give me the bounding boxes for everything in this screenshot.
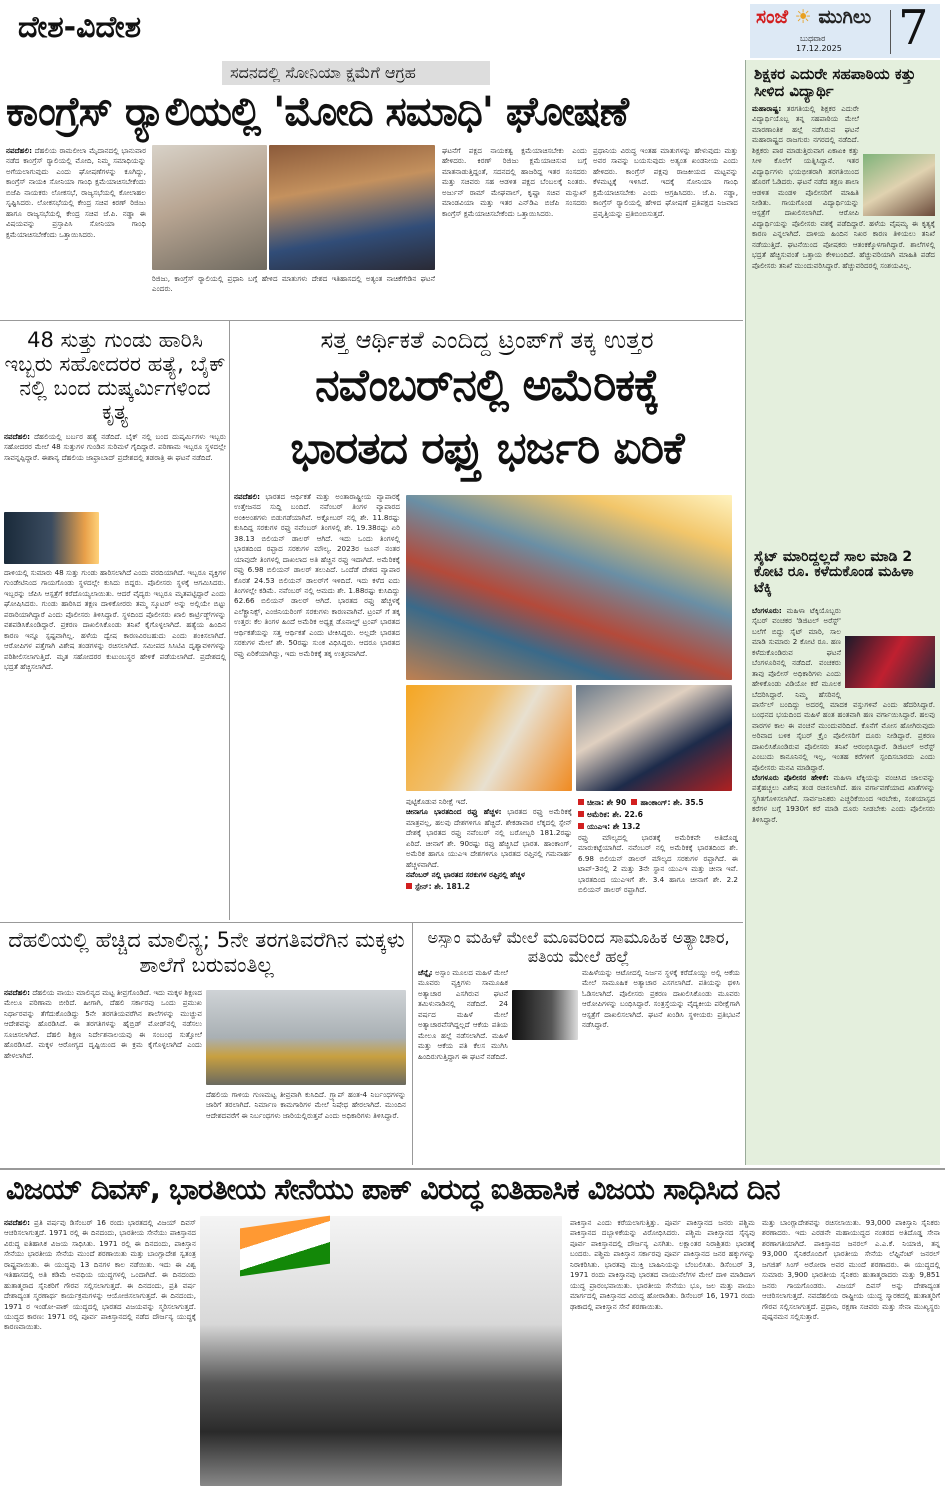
top-col2: ಘಟನೆಗೆ ಪಕ್ಷದ ನಾಯಕತ್ವ ಕ್ಷಮೆಯಾಚಿಸಬೇಕು ಎಂದು ಹೇಳಿದರು. ಕಿರಣ್ ರಿಜಿಜು ಕ್ಷಮೆಯಾಚಿಸುವ ಬಗ್ಗೆ ಮಾತನಾಡುತ್ತಿದ್ದಂತೆ, ಸದನದಲ್ಲಿ ಹಾಜರಿದ್ದ ಇತರ ಸಂಸದರು ಮತ್ತು ಸಚಿವರು ಸಹ ಆಡಳಿತ ಪಕ್ಷದ ಬೆಂಬಲಕ್ಕೆ ನಿಂತರು. ಅರ್ಜುನ್ ರಾಮ್ ಮೇಘವಾಲ್, ಕೃಷ್ಣಾ ಸಚಿವ ಮನ್ಸುಖ್ ಮಾಂಡವಿಯಾ ಮತ್ತು ಇತರ ಎನ್‌ಡಿಎ ಬಿಜೆಪಿ ಸಂಸದರು ಕಾಂಗ್ರೆಸ್ ಕ್ಷಮೆಯಾಚಿಸಬೇಕೆಂದು ಒತ್ತಾಯಿಸಿದರು. [442, 146, 587, 218]
section-title: ದೇಶ-ವಿದೇಶ [18, 10, 142, 45]
divider [412, 922, 413, 1165]
left-text1: ನವದೆಹಲಿ: ದೆಹಲಿಯಲ್ಲಿ ಬರ್ಬರ ಹತ್ಯೆ ನಡೆದಿದೆ. ಬೈಕ್ ನಲ್ಲಿ ಬಂದ ದುಷ್ಕರ್ಮಿಗಳು ಇಬ್ಬರು ಸಹೋದರರ ಮೇಲೆ 48 ಸುತ್ತುಗಳ ಗುಂಡಿನ ಸುರಿಮಳೆ ಗೈದಿದ್ದಾರೆ. ಪರಿಣಾಮ ಇಬ್ಬರೂ ಸ್ಥಳದಲ್ಲೇ ಸಾವನ್ನಪ್ಪಿದ್ದಾರೆ. ಈಶಾನ್ಯ ದೆಹಲಿಯ ಜಾಫ್ರಾಬಾದ್ ಪ್ರದೇಶದಲ್ಲಿ ತಡರಾತ್ರಿ ಈ ಘಟನೆ ನಡೆದಿದೆ. [4, 432, 226, 462]
trump-photo [576, 685, 732, 791]
divider [0, 320, 743, 321]
weekday: ಬುಧವಾರ [800, 34, 826, 43]
assam-text: ಚೆನ್ನೈ: ಅಸ್ಸಾಂ ಮೂಲದ ಮಹಿಳೆ ಮೇಲೆ ಮೂವರು ವ್ಯಕ್ತಿಗಳು ಸಾಮೂಹಿಕ ಅತ್ಯಾಚಾರ ಎಸಗಿರುವ ಘಟನೆ ತಮಿಳುನಾಡಿನಲ್ಲಿ ನಡೆದಿದೆ. 24 ವರ್ಷದ ಮಹಿಳೆ ಮೇಲೆ ಅತ್ಯಾಚಾರವೆಸಗಿದ್ದಲ್ಲದೆ ಆಕೆಯ ಪತಿಯ ಮೇಲೂ ಹಲ್ಲೆ ನಡೆಸಲಾಗಿದೆ. ಮಹಿಳೆ ಮತ್ತು ಆಕೆಯ ಪತಿ ಕೆಲಸ ಮುಗಿಸಿ ಹಿಂದಿರುಗುತ್ತಿದ್ದಾಗ ಈ ಘಟನೆ ನಡೆದಿದೆ. [418, 968, 578, 1163]
stat-spain: ಸ್ಪೇನ್: ಶೇ. 181.2 [406, 881, 572, 893]
stat-china-hongkong: ಚೀನಾ: ಶೇ 90 ಹಾಂಕಾಂಗ್: ಶೇ. 35.5 [578, 797, 738, 809]
sidebar-story1-headline: ಶಿಕ್ಷಕರ ಎದುರೇ ಸಹಪಾಠಿಯ ಕತ್ತು ಸೀಳಿದ ವಿದ್ಯಾರ್ಥಿ [754, 65, 916, 100]
bottom-col3: ಮತ್ತು ಬಾಂಗ್ಲಾದೇಶವನ್ನು ರಚಿಸಲಾಯಿತು. 93,000 ಪಾಕಿಸ್ತಾನಿ ಸೈನಿಕರು ಶರಣಾದರು. ಇದು ಎರಡನೇ ಮಹಾಯುದ್ಧದ ನಂತರದ ಅತಿದೊಡ್ಡ ಸೇನಾ ಶರಣಾಗತಿಯಾಗಿದೆ. ಪಾಕಿಸ್ತಾನದ ಜನರಲ್ ಎ.ಎ.ಕೆ. ನಿಯಾಜಿ, ತನ್ನ 93,000 ಸೈನಿಕರೊಂದಿಗೆ ಭಾರತೀಯ ಸೇನೆಯ ಲೆಫ್ಟಿನೆಂಟ್ ಜನರಲ್ ಜಗಜಿತ್ ಸಿಂಗ್ ಅರೋರಾ ಅವರ ಮುಂದೆ ಶರಣಾದರು. ಈ ಯುದ್ಧದಲ್ಲಿ ಸುಮಾರು 3,900 ಭಾರತೀಯ ಸೈನಿಕರು ಹುತಾತ್ಮರಾದರು ಮತ್ತು 9,851 ಜನರು ಗಾಯಗೊಂಡರು. ವಿಜಯ್ ದಿವಸ್ ಅನ್ನು ದೇಶಾದ್ಯಂತ ಆಚರಿಸಲಾಗುತ್ತದೆ. ನವದೆಹಲಿಯ ರಾಷ್ಟ್ರೀಯ ಯುದ್ಧ ಸ್ಮಾರಕದಲ್ಲಿ ಹುತಾತ್ಮರಿಗೆ ಗೌರವ ಸಲ್ಲಿಸಲಾಗುತ್ತದೆ. ಪ್ರಧಾನಿ, ರಕ್ಷಣಾ ಸಚಿವರು ಮತ್ತು ಸೇನಾ ಮುಖ್ಯಸ್ಥರು ಪುಷ್ಪನಮನ ಸಲ್ಲಿಸುತ್ತಾರೆ. [762, 1218, 940, 1321]
sidebar-story2-headline: ಸೈಟ್ ಮಾರಿದ್ದಲ್ಲದೆ ಸಾಲ ಮಾಡಿ 2 ಕೋಟಿ ರೂ. ಕಳೆದುಕೊಂಡ ಮಹಿಳಾ ಟೆಕ್ಕಿ [754, 549, 914, 596]
center-headline-2: ಭಾರತದ ರಫ್ತು ಭರ್ಜರಿ ಏರಿಕೆ [290, 423, 684, 474]
sidebar-story1-text: ಮಹಾರಾಷ್ಟ್ರ: ತರಗತಿಯಲ್ಲಿ ಶಿಕ್ಷಕರ ಎದುರೇ ವಿದ್ಯಾರ್ಥಿಯೊಬ್ಬ ತನ್ನ ಸಹಪಾಠಿಯ ಮೇಲೆ ಮಾರಣಾಂತಿಕ ಹಲ್ಲೆ ನಡೆಸಿರುವ ಘಟನೆ ಮಹಾರಾಷ್ಟ್ರದ ರಾಜಗುರು ನಗರದಲ್ಲಿ ನಡೆದಿದೆ. ಶಿಕ್ಷಕರು ಪಾಠ ಮಾಡುತ್ತಿರುವಾಗ ಏಕಾಏಕಿ ಕತ್ತು ಸೀಳಿ ಕೊಲೆಗೆ ಯತ್ನಿಸಿದ್ದಾನೆ. ಇತರ ವಿದ್ಯಾರ್ಥಿಗಳು ಭಯಭೀತರಾಗಿ ತರಗತಿಯಿಂದ ಹೊರಗೆ ಓಡಿದರು. ಘಟನೆ ನಡೆದ ತಕ್ಷಣ ಶಾಲಾ ಆಡಳಿತ ಮಂಡಳಿ ಪೊಲೀಸರಿಗೆ ಮಾಹಿತಿ ನೀಡಿತು. ಗಾಯಗೊಂಡ ವಿದ್ಯಾರ್ಥಿಯನ್ನು ಆಸ್ಪತ್ರೆಗೆ ದಾಖಲಿಸಲಾಗಿದೆ. ಆರೋಪಿ ವಿದ್ಯಾರ್ಥಿಯನ್ನು ಪೊಲೀಸರು ವಶಕ್ಕೆ ಪಡೆದಿದ್ದಾರೆ. ಹಳೆಯ ವೈಷಮ್ಯ ಈ ಕೃತ್ಯಕ್ಕೆ ಕಾರಣ ಎನ್ನಲಾಗಿದೆ. ದಾಳಿಯ ಹಿಂದಿನ ನಿಖರ ಕಾರಣ ತಿಳಿಯಲು ತನಿಖೆ ನಡೆಯುತ್ತಿದೆ. ಘಟನೆಯಿಂದ ಪೋಷಕರು ಆತಂಕಕ್ಕೊಳಗಾಗಿದ್ದಾರೆ. ಶಾಲೆಗಳಲ್ಲಿ ಭದ್ರತೆ ಹೆಚ್ಚಿಸುವಂತೆ ಒತ್ತಾಯ ಕೇಳಿಬಂದಿದೆ. ಹೆಚ್ಚುವರಿಯಾಗಿ ಮಾಹಿತಿ ಪಡೆದ ಪೊಲೀಸರು ತನಿಖೆ ಮುಂದುವರಿಸಿದ್ದಾರೆ. ಹೆಚ್ಚುವರಿದರಲ್ಲಿ ಸಂಶಯವಿಲ್ಲ. [752, 104, 935, 270]
india-flag-icon [240, 1216, 330, 1277]
stat-uae: ಯುಎಇ: ಶೇ 13.2 [578, 821, 738, 833]
top-col3: ಪ್ರಧಾನಿಯ ವಿರುದ್ಧ ಇಂತಹ ಮಾತುಗಳನ್ನು ಹೇಳುವುದು ಮತ್ತು ಅವರ ಸಾವನ್ನು ಬಯಸುವುದು ಅತ್ಯಂತ ಖಂಡನೀಯ ಎಂದು ಹೇಳಿದರು. ಕಾಂಗ್ರೆಸ್ ಪಕ್ಷವು ರಾಜಕೀಯದ ಮಟ್ಟವನ್ನು ಕೆಳಮಟ್ಟಕ್ಕೆ ಇಳಿಸಿದೆ. ಇದಕ್ಕೆ ಸೋನಿಯಾ ಗಾಂಧಿ ಕ್ಷಮೆಯಾಚಿಸಬೇಕು ಎಂದು ಆಗ್ರಹಿಸಿದರು. ಜೆ.ಪಿ. ನಡ್ಡಾ, ಕಾಂಗ್ರೆಸ್ ರ್‍ಯಾಲಿಯಲ್ಲಿ ಹೇಳಿದ ಘೋಷಣೆ ಪ್ರತಿಪಕ್ಷದ ನಿಜವಾದ ಪ್ರವೃತ್ತಿಯನ್ನು ಪ್ರತಿಬಿಂಬಿಸುತ್ತದೆ. [593, 146, 738, 218]
newspaper-logo: ಸಂಜೆ ☀ ಮುಗಿಲು [756, 6, 872, 28]
issue-date: 17.12.2025 [796, 44, 842, 53]
divider [0, 1168, 945, 1170]
divider [0, 922, 743, 923]
top-kicker: ಸದನದಲ್ಲಿ ಸೋನಿಯಾ ಕ್ಷಮೆಗೆ ಆಗ್ರಹ [222, 61, 490, 85]
delhi-headline: ದೆಹಲಿಯಲ್ಲಿ ಹೆಚ್ಚಿದ ಮಾಲಿನ್ಯ; 5ನೇ ತರಗತಿವರೆಗಿನ ಮಕ್ಕಳು ಶಾಲೆಗೆ ಬರುವಂತಿಲ್ಲ [8, 928, 405, 978]
assam-text2: ಮಹಿಳೆಯನ್ನು ಆಟೋದಲ್ಲಿ ನಿರ್ಜನ ಸ್ಥಳಕ್ಕೆ ಕರೆದೊಯ್ದು ಅಲ್ಲಿ ಆಕೆಯ ಮೇಲೆ ಸಾಮೂಹಿಕ ಅತ್ಯಾಚಾರ ಎಸಗಲಾಗಿದೆ. ಪತಿಯನ್ನು ಥಳಿಸಿ ಓಡಿಸಲಾಗಿದೆ. ಪೊಲೀಸರು ಪ್ರಕರಣ ದಾಖಲಿಸಿಕೊಂಡು ಮೂವರು ಆರೋಪಿಗಳನ್ನು ಬಂಧಿಸಿದ್ದಾರೆ. ಸಂತ್ರಸ್ತೆಯನ್ನು ವೈದ್ಯಕೀಯ ಪರೀಕ್ಷೆಗಾಗಿ ಆಸ್ಪತ್ರೆಗೆ ದಾಖಲಿಸಲಾಗಿದೆ. ಘಟನೆ ಖಂಡಿಸಿ ಸ್ಥಳೀಯರು ಪ್ರತಿಭಟನೆ ನಡೆಸಿದ್ದಾರೆ. [582, 968, 740, 1030]
assault-silhouette-photo [512, 990, 578, 1040]
left-text2: ದಾಳಿಯಲ್ಲಿ ಸುಮಾರು 48 ಸುತ್ತು ಗುಂಡು ಹಾರಿಸಲಾಗಿದೆ ಎಂದು ವರದಿಯಾಗಿದೆ. ಇಬ್ಬರೂ ವ್ಯಕ್ತಿಗಳ ಗುಂಡೇಟಿನಿಂದ ಗಾಯಗೊಂಡು ಸ್ಥಳದಲ್ಲೇ ಕುಸಿದು ಬಿದ್ದರು. ಪೊಲೀಸರು ಸ್ಥಳಕ್ಕೆ ಆಗಮಿಸಿದರು. ಇಬ್ಬರನ್ನು ಜೆಪಿಸಿ ಆಸ್ಪತ್ರೆಗೆ ಕರೆದೊಯ್ಯಲಾಯಿತು. ಆದರೆ ವೈದ್ಯರು ಇಬ್ಬರೂ ಮೃತಪಟ್ಟಿದ್ದಾರೆ ಎಂದು ಘೋಷಿಸಿದರು. ಗುಂಡು ಹಾರಿಸಿದ ತಕ್ಷಣ ದಾಳಿಕೋರರು ತಮ್ಮ ಸ್ಕೂಟರ್ ಅನ್ನು ಅಲ್ಲಿಯೇ ಬಿಟ್ಟು ಪರಾರಿಯಾಗಿದ್ದಾರೆ ಎಂದು ಪೊಲೀಸರು ತಿಳಿಸಿದ್ದಾರೆ. ಸ್ಥಳದಿಂದ ಪೊಲೀಸರು ಖಾಲಿ ಕಾರ್ಟ್ರಿಡ್ಜ್‌ಗಳನ್ನು ವಶಪಡಿಸಿಕೊಂಡಿದ್ದಾರೆ. ಪ್ರಕರಣ ದಾಖಲಿಸಿಕೊಂಡು ತನಿಖೆ ಕೈಗೊಳ್ಳಲಾಗಿದೆ. ಹತ್ಯೆಯ ಹಿಂದಿನ ಕಾರಣ ಇನ್ನೂ ಸ್ಪಷ್ಟವಾಗಿಲ್ಲ. ಹಳೆಯ ದ್ವೇಷ ಕಾರಣವಿರಬಹುದು ಎಂದು ಶಂಕಿಸಲಾಗಿದೆ. ಆರೋಪಿಗಳ ಪತ್ತೆಗಾಗಿ ವಿಶೇಷ ತಂಡಗಳನ್ನು ರಚಿಸಲಾಗಿದೆ. ಸಮೀಪದ ಸಿಸಿಟಿವಿ ದೃಶ್ಯಾವಳಿಗಳನ್ನು ಪರಿಶೀಲಿಸಲಾಗುತ್ತಿದೆ. ಮೃತ ಸಹೋದರರ ಕುಟುಂಬಸ್ಥರ ಹೇಳಿಕೆ ಪಡೆಯಲಾಗಿದೆ. ಪ್ರದೇಶದಲ್ಲಿ ಭದ್ರತೆ ಹೆಚ್ಚಿಸಲಾಗಿದೆ. [4, 568, 226, 671]
left-headline: 48 ಸುತ್ತು ಗುಂಡು ಹಾರಿಸಿ ಇಬ್ಬರು ಸಹೋದರರ ಹತ್ಯೆ, ಬೈಕ್ ನಲ್ಲಿ ಬಂದ ದುಷ್ಕರ್ಮಿಗಳಿಂದ ಕೃತ್ಯ [4, 328, 226, 425]
sun-icon: ☀ [794, 6, 812, 28]
masthead [750, 0, 940, 58]
divider [890, 10, 891, 54]
port-containers-photo [406, 495, 732, 680]
center-text3: ರಫ್ತು ಮೌಲ್ಯದಲ್ಲಿ ಭಾರತಕ್ಕೆ ಅಮೆರಿಕವೇ ಅತಿದೊಡ್ಡ ಮಾರುಕಟ್ಟೆಯಾಗಿದೆ. ನವೆಂಬರ್ ನಲ್ಲಿ ಅಮೆರಿಕಕ್ಕೆ ಭಾರತದಿಂದ ಶೇ. 6.98 ಬಿಲಿಯನ್ ಡಾಲರ್ ಮೌಲ್ಯದ ಸರಕುಗಳ ರಫ್ತಾಗಿದೆ. ಈ ಟಾಪ್-3ನಲ್ಲಿ 2 ಮತ್ತು 3ನೇ ಸ್ಥಾನ ಯುಎಇ ಮತ್ತು ಚೀನಾ ಇವೆ. ಭಾರತದಿಂದ ಯುಎಇಗೆ ಶೇ. 3.4 ಹಾಗೂ ಚೀನಾಗೆ ಶೇ. 2.2 ಬಿಲಿಯನ್ ಡಾಲರ್ ರಫ್ತಾಗಿದೆ. [578, 833, 738, 895]
parliament-photo [269, 145, 435, 270]
top-col1: ನವದೆಹಲಿ: ದೆಹಲಿಯ ರಾಮಲೀಲಾ ಮೈದಾನದಲ್ಲಿ ಭಾನುವಾರ ನಡೆದ ಕಾಂಗ್ರೆಸ್ ರ್‍ಯಾಲಿಯಲ್ಲಿ ಮೋದಿ, ನಿಮ್ಮ ಸಮಾಧಿಯನ್ನು ಅಗೆಯಲಾಗುವುದು ಎಂದು ಘೋಷಣೆಗಳನ್ನು ಕೂಗಿದ್ದು, ಕಾಂಗ್ರೆಸ್ ನಾಯಕಿ ಸೋನಿಯಾ ಗಾಂಧಿ ಕ್ಷಮೆಯಾಚಿಸಬೇಕೆಂದು ಬಿಜೆಪಿ ನಾಯಕರು ಲೋಕಸಭೆ, ರಾಜ್ಯಸಭೆಯಲ್ಲಿ ಕೋಲಾಹಲ ಸೃಷ್ಟಿಸಿದರು. ಲೋಕಸಭೆಯಲ್ಲಿ ಕೇಂದ್ರ ಸಚಿವ ಕಿರಣ್ ರಿಜಿಜು ಹಾಗೂ ರಾಜ್ಯಸಭೆಯಲ್ಲಿ ಕೇಂದ್ರ ಸಚಿವ ಜೆ.ಪಿ. ನಡ್ಡಾ ಈ ವಿಷಯವನ್ನು ಪ್ರಸ್ತಾಪಿಸಿ ಸೋನಿಯಾ ಗಾಂಧಿ ಕ್ಷಮೆಯಾಚಿಸಬೇಕೆಂದು ಒತ್ತಾಯಿಸಿದರು. [6, 146, 146, 239]
delhi-text: ನವದೆಹಲಿ: ದೆಹಲಿಯ ವಾಯು ಮಾಲಿನ್ಯದ ಮಟ್ಟ ತೀವ್ರಗೊಂಡಿದೆ. ಇದು ಮಕ್ಕಳ ಶಿಕ್ಷಣದ ಮೇಲೂ ಪರಿಣಾಮ ಬೀರಿದೆ. ಹೀಗಾಗಿ, ದೆಹಲಿ ಸರ್ಕಾರವು ಒಂದು ಪ್ರಮುಖ ನಿರ್ಧಾರವನ್ನು ತೆಗೆದುಕೊಂಡಿದ್ದು 5ನೇ ತರಗತಿಯವರೆಗಿನ ಶಾಲೆಗಳನ್ನು ಮುಚ್ಚುವ ಆದೇಶವನ್ನು ಹೊರಡಿಸಿದೆ. ಈ ತರಗತಿಗಳನ್ನು ಹೈಬ್ರಿಡ್ ಮೋಡ್‌ನಲ್ಲಿ ನಡೆಸಲು ಸೂಚಿಸಲಾಗಿದೆ. ದೆಹಲಿ ಶಿಕ್ಷಣ ನಿರ್ದೇಶನಾಲಯವು ಈ ಸಂಬಂಧ ಸುತ್ತೋಲೆ ಹೊರಡಿಸಿದೆ. ಮಕ್ಕಳ ಆರೋಗ್ಯದ ದೃಷ್ಟಿಯಿಂದ ಈ ಕ್ರಮ ಕೈಗೊಳ್ಳಲಾಗಿದೆ ಎಂದು ಹೇಳಲಾಗಿದೆ. [4, 988, 202, 1060]
soldiers-flag-memorial-photo [200, 1216, 562, 1486]
assam-headline: ಅಸ್ಸಾಂ ಮಹಿಳೆ ಮೇಲೆ ಮೂವರಿಂದ ಸಾಮೂಹಿಕ ಅತ್ಯಾಚಾರ, ಪತಿಯ ಮೇಲೆ ಹಲ್ಲೆ [427, 928, 730, 967]
center-stats [578, 797, 738, 917]
top-headline: ಕಾಂಗ್ರೆಸ್ ರ್‍ಯಾಲಿಯಲ್ಲಿ 'ಮೋದಿ ಸಮಾಧಿ' ಘೋಷಣೆ [6, 89, 628, 135]
students-photo [863, 154, 935, 216]
divider [229, 320, 230, 920]
modi-photo [406, 685, 572, 791]
center-text2: ಪುಟ್ಟಿಕೊಡುವ ನಿರೀಕ್ಷೆ ಇದೆ. ಚೀನಾಗೂ ಭಾರತದಿಂದ ರಫ್ತು ಹೆಚ್ಚಳ: ಭಾರತದ ರಫ್ತು ಅಮೆರಿಕಕ್ಕೆ ಮಾತ್ರವಲ್ಲ, ಹಲವು ದೇಶಗಳಿಗೂ ಹೆಚ್ಚಿದೆ. ಶೇಕಡಾವಾರ ಲೆಕ್ಕದಲ್ಲಿ ಸ್ಪೇನ್ ದೇಶಕ್ಕೆ ಭಾರತದ ರಫ್ತು ನವೆಂಬರ್ ನಲ್ಲಿ ಬರೋಬ್ಬರಿ 181.2ರಷ್ಟು ಏರಿದೆ. ಚೀನಾಗೆ ಶೇ. 90ರಷ್ಟು ರಫ್ತು ಹೆಚ್ಚಿಸಿದೆ ಭಾರತ. ಹಾಂಕಾಂಗ್, ಅಮೆರಿಕ ಹಾಗೂ ಯುಎಇ ದೇಶಗಳಿಗೂ ಭಾರತದ ರಫ್ತಿನಲ್ಲಿ ಗಮನಾರ್ಹ ಹೆಚ್ಚಳವಾಗಿದೆ. ನವೆಂಬರ್ ನಲ್ಲಿ ಭಾರತದ ಸರಕುಗಳ ರಫ್ತಿನಲ್ಲಿ ಹೆಚ್ಚಳ ಸ್ಪೇನ್: ಶೇ. 181.2 [406, 797, 572, 891]
delhi-smog-traffic-photo [206, 990, 406, 1085]
gun-photo [4, 512, 99, 564]
sidebar [745, 60, 940, 1165]
bottom-col1: ನವದೆಹಲಿ: ಪ್ರತಿ ವರ್ಷವು ಡಿಸೆಂಬರ್ 16 ರಂದು ಭಾರತದಲ್ಲಿ ವಿಜಯ್ ದಿವಸ್ ಆಚರಿಸಲಾಗುತ್ತದೆ. 1971 ರಲ್ಲಿ ಈ ದಿನದಂದು, ಭಾರತೀಯ ಸೇನೆಯು ಪಾಕಿಸ್ತಾನದ ವಿರುದ್ಧ ಐತಿಹಾಸಿಕ ವಿಜಯ ಸಾಧಿಸಿತು. 1971 ರಲ್ಲಿ ಈ ದಿನದಂದು, ಪಾಕಿಸ್ತಾನ ಸೇನೆಯು ಭಾರತೀಯ ಸೇನೆಯ ಮುಂದೆ ಶರಣಾಯಿತು ಮತ್ತು ಬಾಂಗ್ಲಾದೇಶ ಸ್ವತಂತ್ರ ರಾಷ್ಟ್ರವಾಯಿತು. ಈ ಯುದ್ಧವು 13 ದಿನಗಳ ಕಾಲ ನಡೆಯಿತು. ಇದು ಈ ವಿಶ್ವ ಇತಿಹಾಸದಲ್ಲಿ ಅತಿ ಕಡಿಮೆ ಅವಧಿಯ ಯುದ್ಧಗಳಲ್ಲಿ ಒಂದಾಗಿದೆ. ಈ ದಿನದಂದು ಹುತಾತ್ಮರಾದ ಸೈನಿಕರಿಗೆ ಗೌರವ ಸಲ್ಲಿಸಲಾಗುತ್ತದೆ. ಈ ದಿನದಂದು, ಪ್ರತಿ ವರ್ಷ ದೇಶಾದ್ಯಂತ ಸ್ಮರಣಾರ್ಥ ಕಾರ್ಯಕ್ರಮಗಳನ್ನು ಆಯೋಜಿಸಲಾಗುತ್ತದೆ. ಈ ದಿನದಂದು, 1971 ರ ಇಂಡೋ-ಪಾಕ್ ಯುದ್ಧದಲ್ಲಿ ಭಾರತದ ವಿಜಯವನ್ನು ಸ್ಮರಿಸಲಾಗುತ್ತದೆ. ಯುದ್ಧದ ಕಾರಣ: 1971 ರಲ್ಲಿ ಪೂರ್ವ ಪಾಕಿಸ್ತಾನದಲ್ಲಿ ನಡೆದ ದೌರ್ಜನ್ಯ ಯುದ್ಧಕ್ಕೆ ಕಾರಣವಾಯಿತು. [4, 1218, 196, 1332]
delhi-text2: ದೆಹಲಿಯ ಗಾಳಿಯ ಗುಣಮಟ್ಟ ತೀವ್ರವಾಗಿ ಕುಸಿದಿದೆ. ಗ್ರ್ಯಾಪ್ ಹಂತ-4 ನಿರ್ಬಂಧಗಳನ್ನು ಜಾರಿಗೆ ತರಲಾಗಿದೆ. ನಿರ್ಮಾಣ ಕಾಮಗಾರಿಗಳ ಮೇಲೆ ನಿಷೇಧ ಹೇರಲಾಗಿದೆ. ಮುಂದಿನ ಆದೇಶದವರೆಗೆ ಈ ನಿರ್ಬಂಧಗಳು ಜಾರಿಯಲ್ಲಿರುತ್ತವೆ ಎಂದು ಅಧಿಕಾರಿಗಳು ತಿಳಿಸಿದ್ದಾರೆ. [206, 1090, 406, 1120]
stat-usa: ಅಮೆರಿಕ: ಶೇ. 22.6 [578, 809, 738, 821]
bottom-headline: ವಿಜಯ್ ದಿವಸ್, ಭಾರತೀಯ ಸೇನೆಯು ಪಾಕ್ ವಿರುದ್ಧ ಐತಿಹಾಸಿಕ ವಿಜಯ ಸಾಧಿಸಿದ ದಿನ [6, 1172, 780, 1206]
sonia-gandhi-photo [152, 145, 267, 270]
keyboard-photo [845, 636, 935, 688]
sidebar-story2-text: ಬೆಂಗಳೂರು: ಮಹಿಳಾ ಟೆಕ್ಕಿಯೊಬ್ಬರು ಸೈಬರ್ ವಂಚಕರ 'ಡಿಜಿಟಲ್ ಅರೆಸ್ಟ್' ಬಲೆಗೆ ಬಿದ್ದು ಸೈಟ್ ಮಾರಿ, ಸಾಲ ಮಾಡಿ ಸುಮಾರು 2 ಕೋಟಿ ರೂ. ಹಣ ಕಳೆದುಕೊಂಡಿರುವ ಘಟನೆ ಬೆಂಗಳೂರಿನಲ್ಲಿ ನಡೆದಿದೆ. ವಂಚಕರು ತಾವು ಪೊಲೀಸ್ ಅಧಿಕಾರಿಗಳು ಎಂದು ಹೇಳಿಕೊಂಡು ವಿಡಿಯೋ ಕರೆ ಮೂಲಕ ಬೆದರಿಸಿದ್ದಾರೆ. ನಿಮ್ಮ ಹೆಸರಿನಲ್ಲಿ ಪಾರ್ಸೆಲ್ ಬಂದಿದ್ದು ಅದರಲ್ಲಿ ಮಾದಕ ವಸ್ತುಗಳಿವೆ ಎಂದು ಹೆದರಿಸಿದ್ದಾರೆ. ಬಂಧನದ ಭಯದಿಂದ ಮಹಿಳೆ ಹಂತ ಹಂತವಾಗಿ ಹಣ ವರ್ಗಾಯಿಸಿದ್ದಾರೆ. ಹಲವು ವಾರಗಳ ಕಾಲ ಈ ವಂಚನೆ ಮುಂದುವರಿದಿದೆ. ಕೊನೆಗೆ ಮೋಸ ಹೋಗಿರುವುದು ಅರಿವಾದ ಬಳಿಕ ಸೈಬರ್ ಕ್ರೈಂ ಪೊಲೀಸರಿಗೆ ದೂರು ನೀಡಿದ್ದಾರೆ. ಪ್ರಕರಣ ದಾಖಲಿಸಿಕೊಂಡಿರುವ ಪೊಲೀಸರು ತನಿಖೆ ಆರಂಭಿಸಿದ್ದಾರೆ. ಡಿಜಿಟಲ್ ಅರೆಸ್ಟ್ ಎಂಬುದು ಕಾನೂನಿನಲ್ಲಿ ಇಲ್ಲ, ಇಂತಹ ಕರೆಗಳಿಗೆ ಸ್ಪಂದಿಸಬಾರದು ಎಂದು ಪೊಲೀಸರು ಮನವಿ ಮಾಡಿದ್ದಾರೆ. ಬೆಂಗಳೂರು ಪೊಲೀಸರ ಹೇಳಿಕೆ: ಮಹಿಳಾ ಟೆಕ್ಕಿಯನ್ನು ವಂಚಿಸಿದ ಜಾಲವನ್ನು ಪತ್ತೆಹಚ್ಚಲು ವಿಶೇಷ ತಂಡ ರಚಿಸಲಾಗಿದೆ. ಹಣ ವರ್ಗಾವಣೆಯಾದ ಖಾತೆಗಳನ್ನು ಸ್ಥಗಿತಗೊಳಿಸಲಾಗಿದೆ. ಸಾರ್ವಜನಿಕರು ಎಚ್ಚರಿಕೆಯಿಂದ ಇರಬೇಕು, ಸಂಶಯಾಸ್ಪದ ಕರೆಗಳ ಬಗ್ಗೆ 1930ಗೆ ಕರೆ ಮಾಡಿ ದೂರು ನೀಡಬೇಕು ಎಂದು ಪೊಲೀಸರು ತಿಳಿಸಿದ್ದಾರೆ. [752, 606, 935, 824]
top-caption: ರಿಜಿಜು, ಕಾಂಗ್ರೆಸ್ ರ್‍ಯಾಲಿಯಲ್ಲಿ ಪ್ರಧಾನಿ ಬಗ್ಗೆ ಹೇಳಿದ ಮಾತುಗಳು ದೇಶದ ಇತಿಹಾಸದಲ್ಲಿ ಅತ್ಯಂತ ನಾಚಿಕೆಗೇಡಿನ ಘಟನೆ ಎಂದರು. [152, 274, 435, 294]
center-kicker: ಸತ್ತ ಆರ್ಥಿಕತೆ ಎಂದಿದ್ದ ಟ್ರಂಪ್‌ಗೆ ತಕ್ಕ ಉತ್ತರ [320, 326, 654, 354]
bottom-col2: ಪಾಕಿಸ್ತಾನ ಎಂದು ಕರೆಯಲಾಗುತ್ತಿತ್ತು. ಪೂರ್ವ ಪಾಕಿಸ್ತಾನದ ಜನರು ಪಶ್ಚಿಮ ಪಾಕಿಸ್ತಾನದ ದಬ್ಬಾಳಿಕೆಯನ್ನು ವಿರೋಧಿಸಿದರು. ಪಶ್ಚಿಮ ಪಾಕಿಸ್ತಾನದ ಸೈನ್ಯವು ಪೂರ್ವ ಪಾಕಿಸ್ತಾನದಲ್ಲಿ ದೌರ್ಜನ್ಯ ಎಸಗಿತು. ಲಕ್ಷಾಂತರ ನಿರಾಶ್ರಿತರು ಭಾರತಕ್ಕೆ ಬಂದರು. ಪಶ್ಚಿಮ ಪಾಕಿಸ್ತಾನ ಸರ್ಕಾರವು ಪೂರ್ವ ಪಾಕಿಸ್ತಾನದ ಜನರ ಹಕ್ಕುಗಳನ್ನು ನಿರಾಕರಿಸಿತು. ಭಾರತವು ಮುಕ್ತಿ ಬಾಹಿನಿಯನ್ನು ಬೆಂಬಲಿಸಿತು. ಡಿಸೆಂಬರ್ 3, 1971 ರಂದು ಪಾಕಿಸ್ತಾನವು ಭಾರತದ ವಾಯುನೆಲೆಗಳ ಮೇಲೆ ದಾಳಿ ಮಾಡಿದಾಗ ಯುದ್ಧ ಪ್ರಾರಂಭವಾಯಿತು. ಭಾರತೀಯ ಸೇನೆಯು ಭೂ, ಜಲ ಮತ್ತು ವಾಯು ಮಾರ್ಗದಲ್ಲಿ ಪಾಕಿಸ್ತಾನದ ವಿರುದ್ಧ ಹೋರಾಡಿತು. ಡಿಸೆಂಬರ್ 16, 1971 ರಂದು ಢಾಕಾದಲ್ಲಿ ಪಾಕಿಸ್ತಾನ ಸೇನೆ ಶರಣಾಯಿತು. [570, 1218, 755, 1311]
page-number: 7 [898, 0, 929, 56]
center-headline-1: ನವೆಂಬರ್‌ನಲ್ಲಿ ಅಮೆರಿಕಕ್ಕೆ [315, 360, 659, 411]
center-text: ನವದೆಹಲಿ: ಭಾರತದ ಆರ್ಥಿಕತೆ ಮತ್ತು ಅಂತಾರಾಷ್ಟ್ರೀಯ ವ್ಯಾಪಾರಕ್ಕೆ ಉತ್ತೇಜನದ ಸುದ್ದಿ ಬಂದಿದೆ. ನವೆಂಬರ್ ತಿಂಗಳ ವ್ಯಾಪಾರದ ಅಂಕಿಅಂಶಗಳು ಬಿಡುಗಡೆಯಾಗಿವೆ. ಅಕ್ಟೋಬರ್ ನಲ್ಲಿ ಶೇ. 11.8ರಷ್ಟು ಕುಸಿದಿದ್ದ ಸರಕುಗಳ ರಫ್ತು ನವೆಂಬರ್ ತಿಂಗಳಲ್ಲಿ ಶೇ. 19.38ರಷ್ಟು ಏರಿ 38.13 ಬಿಲಿಯನ್ ಡಾಲರ್ ಆಗಿದೆ. ಇದು ಒಂದು ತಿಂಗಳಲ್ಲಿ ಭಾರತದಿಂದ ರಫ್ತಾದ ಸರಕುಗಳ ಮೌಲ್ಯ. 2023ರ ಜೂನ್ ನಂತರ ಯಾವುದೇ ತಿಂಗಳಲ್ಲಿ ದಾಖಲಾದ ಅತಿ ಹೆಚ್ಚಿನ ರಫ್ತು ಇದಾಗಿದೆ. ಅಮೆರಿಕಕ್ಕೆ ರಫ್ತು 6.98 ಬಿಲಿಯನ್ ಡಾಲರ್ ತಲುಪಿದೆ. ಒಂದೆಡೆ ದೇಶದ ವ್ಯಾಪಾರ ಕೊರತೆ 24.53 ಬಿಲಿಯನ್ ಡಾಲರ್‌ಗೆ ಇಳಿದಿದೆ. ಇದು ಕಳೆದ ಐದು ತಿಂಗಳಲ್ಲೇ ಕಡಿಮೆ. ನವೆಂಬರ್ ನಲ್ಲಿ ಆಮದು ಶೇ. 1.88ರಷ್ಟು ಕುಸಿದಿದ್ದು 62.66 ಬಿಲಿಯನ್ ಡಾಲರ್ ಆಗಿದೆ. ಭಾರತದ ರಫ್ತು ಹೆಚ್ಚಳಕ್ಕೆ ಎಲೆಕ್ಟ್ರಾನಿಕ್ಸ್, ಎಂಜಿನಿಯರಿಂಗ್ ಸರಕುಗಳು ಕಾರಣವಾಗಿವೆ. ಟ್ರಂಪ್ ಗೆ ತಕ್ಕ ಉತ್ತರ: ಕೆಲ ತಿಂಗಳ ಹಿಂದೆ ಅಮೆರಿಕ ಅಧ್ಯಕ್ಷ ಡೊನಾಲ್ಡ್ ಟ್ರಂಪ್ ಭಾರತದ ಆರ್ಥಿಕತೆಯನ್ನು ಸತ್ತ ಆರ್ಥಿಕತೆ ಎಂದು ಟೀಕಿಸಿದ್ದರು. ಅಲ್ಲದೇ ಭಾರತದ ಸರಕುಗಳ ಮೇಲೆ ಶೇ. 50ರಷ್ಟು ಸುಂಕ ವಿಧಿಸಿದ್ದರು. ಆದರೂ ಭಾರತದ ರಫ್ತು ಏರಿಕೆಯಾಗಿದ್ದು, ಇದು ಅಮೆರಿಕಕ್ಕೆ ತಕ್ಕ ಉತ್ತರವಾಗಿದೆ. [234, 492, 400, 658]
